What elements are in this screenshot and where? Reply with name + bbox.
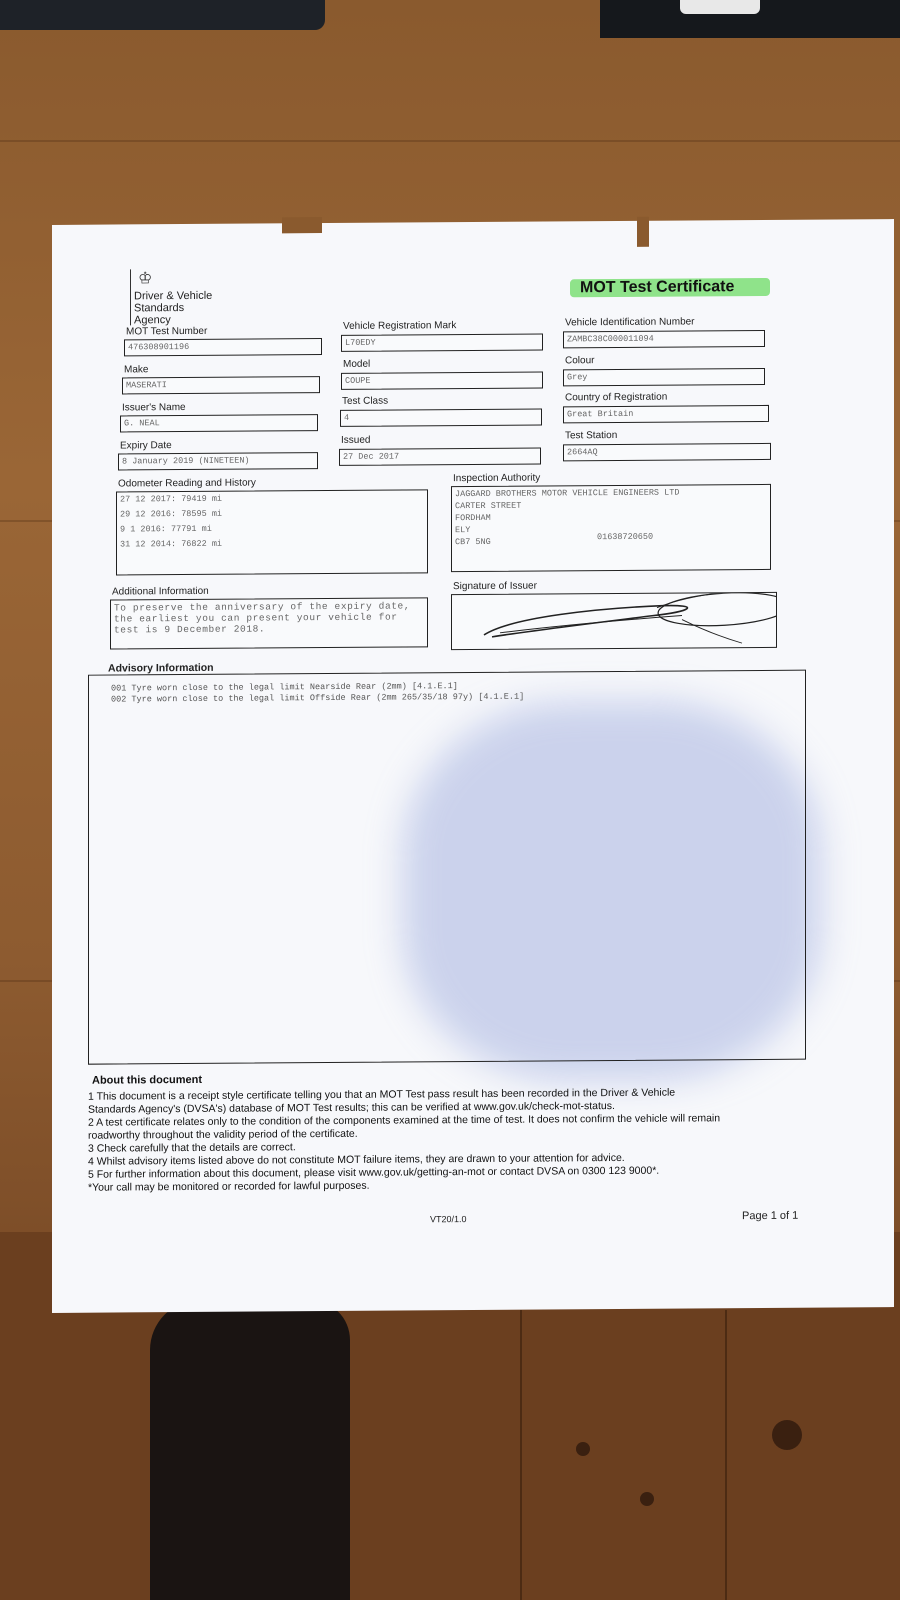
advisory-information-label: Advisory Information [108, 661, 214, 675]
additional-info-line: test is 9 December 2018. [114, 623, 266, 636]
vin-label: Vehicle Identification Number [565, 316, 695, 329]
make-field: MASERATI [122, 376, 320, 394]
model-label: Model [343, 358, 371, 370]
odometer-entry: 31 12 2014: 76822 mi [120, 538, 223, 550]
country-of-registration-label: Country of Registration [565, 391, 668, 404]
authority-line: CARTER STREET [455, 500, 522, 512]
white-tag [680, 0, 760, 14]
inspection-authority-label: Inspection Authority [453, 472, 541, 485]
odometer-history-box [116, 489, 428, 575]
authority-line: FORDHAM [455, 512, 491, 524]
floor-board-seam [520, 1310, 522, 1600]
about-line: Standards Agency's (DVSA's) database of MOT Test results; this can be verified at www.gov.uk/check-mot-status. [88, 1100, 615, 1116]
vehicle-registration-field: L70EDY [341, 334, 543, 352]
page-number: Page 1 of 1 [742, 1209, 799, 1223]
agency-name: Driver & Vehicle Standards Agency [134, 289, 213, 327]
test-class-field: 4 [340, 409, 542, 427]
authority-phone: 01638720650 [597, 531, 654, 543]
authority-line: ELY [455, 525, 471, 536]
dark-wallet [0, 0, 325, 30]
issuers-name-field: G. NEAL [120, 414, 318, 432]
colour-label: Colour [565, 355, 595, 367]
expiry-date-field: 8 January 2019 (NINETEEN) [118, 452, 318, 470]
about-line: 4 Whilst advisory items listed above do not constitute MOT failure items, they are drawn to your attention for advice. [88, 1151, 625, 1168]
about-line: 3 Check carefully that the details are correct. [88, 1141, 296, 1155]
vin-field: ZAMBC38C000011094 [563, 330, 765, 348]
about-line: roadworthy throughout the validity period of the certificate. [88, 1127, 358, 1142]
additional-information-label: Additional Information [112, 585, 209, 598]
about-line: 2 A test certificate relates only to the condition of the components examined at the time of test. It does not confirm the vehicle will remain [88, 1112, 721, 1129]
issued-label: Issued [341, 434, 371, 446]
signature-label: Signature of Issuer [453, 580, 537, 593]
additional-info-line: the earliest you can present your vehicle for [114, 611, 398, 625]
odometer-entry: 29 12 2016: 78595 mi [120, 508, 223, 520]
issued-field: 27 Dec 2017 [339, 448, 541, 466]
wood-grain [0, 140, 900, 142]
advisory-information-box [88, 670, 806, 1065]
agency-divider [130, 269, 131, 325]
country-of-registration-field: Great Britain [563, 405, 769, 423]
issuers-name-label: Issuer's Name [122, 402, 186, 414]
model-field: COUPE [341, 372, 543, 390]
shadow [150, 1300, 350, 1600]
odometer-entry: 27 12 2017: 79419 mi [120, 493, 223, 505]
page-title: MOT Test Certificate [580, 278, 735, 297]
advisory-item: 002 Tyre worn close to the legal limit Offside Rear (2mm 265/35/18 97y) [4.1.E.1] [111, 691, 525, 705]
wood-knot [772, 1420, 802, 1450]
test-station-field: 2664AQ [563, 443, 771, 461]
wood-knot [640, 1492, 654, 1506]
royal-crest-icon: ♔ [138, 270, 153, 288]
signature-box [451, 592, 777, 650]
about-line: 1 This document is a receipt style certificate telling you that an MOT Test pass result has been recorded in the Driver & Vehicle [88, 1086, 676, 1103]
about-line: 5 For further information about this document, please visit www.gov.uk/getting-an-mot or contact DVSA on 0300 123 9000*. [88, 1164, 660, 1181]
about-text [88, 1085, 848, 1194]
authority-line: CB7 5NG [455, 536, 491, 548]
mot-test-number-label: MOT Test Number [126, 325, 208, 338]
additional-info-line: To preserve the anniversary of the expiry date, [114, 600, 411, 614]
about-line: *Your call may be monitored or recorded for lawful purposes. [88, 1179, 370, 1194]
inspection-authority-box [451, 484, 771, 572]
odometer-label: Odometer Reading and History [118, 477, 256, 490]
paper-tear [637, 217, 649, 247]
paper-tear [282, 217, 322, 233]
vehicle-registration-label: Vehicle Registration Mark [343, 320, 457, 332]
handwritten-signature [452, 592, 777, 647]
advisory-item: 001 Tyre worn close to the legal limit Nearside Rear (2mm) [4.1.E.1] [111, 681, 458, 694]
test-station-label: Test Station [565, 429, 618, 442]
wood-knot [576, 1442, 590, 1456]
odometer-entry: 9 1 2016: 77791 mi [120, 523, 212, 535]
mot-test-number-field: 476308901196 [124, 338, 322, 356]
additional-information-box [110, 597, 428, 649]
test-class-label: Test Class [342, 395, 389, 407]
form-code: VT20/1.0 [430, 1214, 467, 1225]
authority-line: JAGGARD BROTHERS MOTOR VEHICLE ENGINEERS LTD [455, 487, 680, 500]
colour-field: Grey [563, 368, 765, 386]
expiry-date-label: Expiry Date [120, 440, 172, 452]
floor-board-seam [725, 1310, 727, 1600]
make-label: Make [124, 364, 149, 376]
about-title: About this document [92, 1073, 202, 1087]
mot-certificate [52, 219, 894, 1313]
